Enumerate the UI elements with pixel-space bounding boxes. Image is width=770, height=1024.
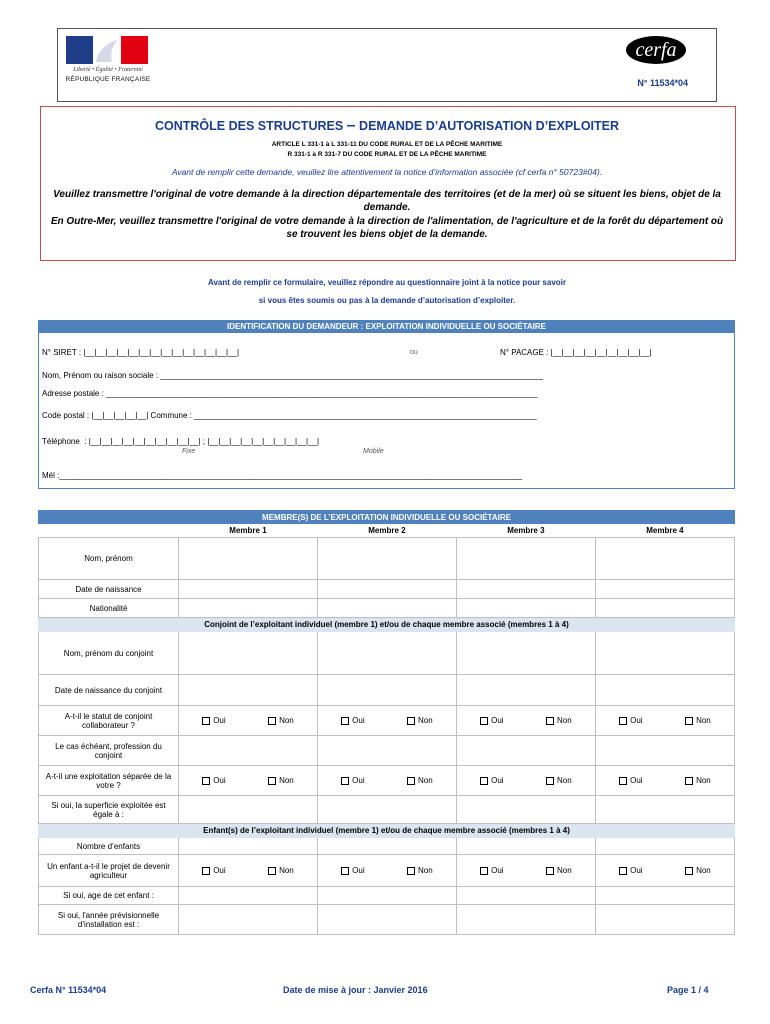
- input-cell[interactable]: [179, 736, 318, 766]
- republic-motto: Liberté • Égalité • Fraternité: [73, 67, 143, 73]
- non-checkbox[interactable]: Non: [685, 866, 711, 875]
- row-label-collaborator: A-t-il le statut de conjoint collaborateur ?: [39, 706, 179, 736]
- title-left: CONTRÔLE DES STRUCTURES: [154, 119, 344, 133]
- oui-checkbox[interactable]: Oui: [341, 776, 364, 785]
- input-cell[interactable]: [317, 796, 456, 824]
- input-cell[interactable]: [317, 675, 456, 706]
- input-cell[interactable]: [317, 538, 456, 580]
- form-number: N° 11534*04: [637, 78, 688, 88]
- row-label-profession: Le cas échéant, profession du conjoint: [39, 736, 179, 766]
- input-cell[interactable]: [456, 599, 595, 618]
- email-field[interactable]: Mél :________________________________________________________________________________________________________: [42, 471, 523, 480]
- non-checkbox[interactable]: Non: [268, 716, 294, 725]
- oui-checkbox[interactable]: Oui: [480, 866, 503, 875]
- input-cell[interactable]: [317, 887, 456, 905]
- spouse-header: Conjoint de l’exploitant individuel (membre 1) et/ou de chaque membre associé (membres 1 à 4): [39, 618, 735, 632]
- or-label: ou: [410, 349, 418, 356]
- non-checkbox[interactable]: Non: [268, 776, 294, 785]
- identification-section: [38, 320, 735, 489]
- input-cell[interactable]: [456, 838, 595, 855]
- input-cell[interactable]: [595, 580, 734, 599]
- input-cell[interactable]: [595, 796, 734, 824]
- instruction-1: Veuillez transmettre l'original de votre demande à la direction départementale des territoires (et de la mer) où se situent les biens, objet de la demande.: [53, 189, 721, 213]
- oui-checkbox[interactable]: Oui: [202, 716, 225, 725]
- oui-checkbox[interactable]: Oui: [202, 776, 225, 785]
- postal-code-field[interactable]: Code postal : |__|__|__|__|__| Commune : _____________________________________________________________________________: [42, 411, 537, 420]
- page-title: [40, 117, 734, 135]
- row-label-child-project: Un enfant a-t-il le projet de devenir agriculteur: [39, 855, 179, 887]
- row-label-spouse-name: Nom, prénom du conjoint: [39, 632, 179, 675]
- non-checkbox[interactable]: Non: [546, 716, 572, 725]
- non-checkbox[interactable]: Non: [546, 776, 572, 785]
- column-member-2: Membre 2: [368, 526, 406, 535]
- republic-logo: [59, 31, 155, 95]
- preface-line-2: si vous êtes soumis ou pas à la demande d’autorisation d’exploiter.: [258, 296, 516, 305]
- phone-field[interactable]: Téléphone : |__|__|__|__|__|__|__|__|__|__| ; |__|__|__|__|__|__|__|__|__|__|: [42, 437, 320, 446]
- footer-page: Page 1 / 4: [667, 985, 709, 995]
- input-cell[interactable]: [317, 580, 456, 599]
- row-label-spouse-birth: Date de naissance du conjoint: [39, 675, 179, 706]
- non-checkbox[interactable]: Non: [546, 866, 572, 875]
- oui-checkbox[interactable]: Oui: [619, 716, 642, 725]
- input-cell[interactable]: [595, 599, 734, 618]
- republic-name: RÉPUBLIQUE FRANÇAISE: [65, 76, 151, 83]
- input-cell[interactable]: [456, 887, 595, 905]
- children-header: Enfant(s) de l’exploitant individuel (membre 1) et/ou de chaque membre associé (membres 1 à 4): [39, 824, 735, 838]
- input-cell[interactable]: [456, 675, 595, 706]
- row-label-separate: A-t-il une exploitation séparée de la votre ?: [39, 766, 179, 796]
- members-table: [38, 510, 735, 935]
- title-right: DEMANDE D’AUTORISATION D’EXPLOITER: [359, 119, 620, 133]
- input-cell[interactable]: [179, 838, 318, 855]
- input-cell[interactable]: [595, 736, 734, 766]
- non-checkbox[interactable]: Non: [685, 776, 711, 785]
- row-label-child-age: Si oui, age de cet enfant :: [39, 887, 179, 905]
- instruction-2: En Outre-Mer, veuillez transmettre l'original de votre demande à la direction de l'alimentation, de l'agriculture et de la forêt du département où se trouvent les biens objet de la demande.: [50, 216, 724, 240]
- cerfa-logo: cerfa: [626, 36, 686, 64]
- input-cell[interactable]: [179, 796, 318, 824]
- row-label-install-year: Si oui, l'année prévisionnelle d’installation est :: [39, 905, 179, 935]
- members-header: MEMBRE(S) DE L’EXPLOITATION INDIVIDUELLE OU SOCIÉTAIRE: [39, 511, 735, 524]
- siret-field[interactable]: N° SIRET : |__|__|__|__|__|__|__|__|__|__|__|__|__|__|: [42, 348, 240, 357]
- row-label-name: Nom, prénom: [39, 538, 179, 580]
- column-member-4: Membre 4: [646, 526, 684, 535]
- input-cell[interactable]: [179, 580, 318, 599]
- input-cell[interactable]: [595, 632, 734, 675]
- oui-checkbox[interactable]: Oui: [341, 716, 364, 725]
- pacage-field[interactable]: N° PACAGE : |__|__|__|__|__|__|__|__|__|: [500, 348, 652, 357]
- name-field[interactable]: Nom, Prénom ou raison sociale : ______________________________________________________________________________________: [42, 371, 543, 380]
- non-checkbox[interactable]: Non: [407, 716, 433, 725]
- article-line-1: ARTICLE L 331-1 à L 331-11 DU CODE RURAL ET DE LA PÊCHE MARITIME: [271, 141, 503, 148]
- row-label-nationality: Nationalité: [39, 599, 179, 618]
- non-checkbox[interactable]: Non: [268, 866, 294, 875]
- row-label-birth: Date de naissance: [39, 580, 179, 599]
- input-cell[interactable]: [595, 838, 734, 855]
- input-cell[interactable]: [595, 905, 734, 935]
- input-cell[interactable]: [179, 887, 318, 905]
- input-cell[interactable]: [456, 905, 595, 935]
- header-frame: [57, 28, 717, 102]
- footer-date: Date de mise à jour : Janvier 2016: [283, 985, 428, 995]
- input-cell[interactable]: [317, 599, 456, 618]
- oui-checkbox[interactable]: Oui: [619, 866, 642, 875]
- input-cell[interactable]: [179, 632, 318, 675]
- oui-checkbox[interactable]: Oui: [619, 776, 642, 785]
- preface-line-1: Avant de remplir ce formulaire, veuillez répondre au questionnaire joint à la notice pour savoir: [207, 278, 566, 287]
- oui-checkbox[interactable]: Oui: [480, 716, 503, 725]
- non-checkbox[interactable]: Non: [407, 776, 433, 785]
- input-cell[interactable]: [317, 632, 456, 675]
- input-cell[interactable]: [179, 905, 318, 935]
- oui-checkbox[interactable]: Oui: [480, 776, 503, 785]
- row-label-children-count: Nombre d’enfants: [39, 838, 179, 855]
- input-cell[interactable]: [456, 796, 595, 824]
- notice-note: Avant de remplir cette demande, veuillez lire attentivement la notice d’information associée (cf cerfa n° 50723#04).: [171, 167, 603, 177]
- input-cell[interactable]: [456, 538, 595, 580]
- input-cell[interactable]: [317, 838, 456, 855]
- address-field[interactable]: Adresse postale : _________________________________________________________________________________________________: [42, 389, 538, 398]
- non-checkbox[interactable]: Non: [407, 866, 433, 875]
- input-cell[interactable]: [179, 599, 318, 618]
- input-cell[interactable]: [179, 538, 318, 580]
- input-cell[interactable]: [179, 675, 318, 706]
- non-checkbox[interactable]: Non: [685, 716, 711, 725]
- input-cell[interactable]: [317, 905, 456, 935]
- row-label-surface: Si oui, la superficie exploitée est égale à :: [39, 796, 179, 824]
- identification-header: IDENTIFICATION DU DEMANDEUR : EXPLOITATION INDIVIDUELLE OU SOCIÉTAIRE: [38, 320, 735, 333]
- oui-checkbox[interactable]: Oui: [202, 866, 225, 875]
- footer-cerfa: Cerfa N° 11534*04: [30, 985, 107, 995]
- oui-checkbox[interactable]: Oui: [341, 866, 364, 875]
- input-cell[interactable]: [317, 736, 456, 766]
- input-cell[interactable]: [456, 632, 595, 675]
- input-cell[interactable]: [456, 736, 595, 766]
- input-cell[interactable]: [595, 675, 734, 706]
- article-line-2: R 331-1 à R 331-7 DU CODE RURAL ET DE LA PÊCHE MARITIME: [287, 151, 487, 158]
- column-member-1: Membre 1: [179, 524, 318, 538]
- column-member-3: Membre 3: [507, 526, 545, 535]
- landline-label: Fixe: [182, 448, 196, 455]
- input-cell[interactable]: [595, 887, 734, 905]
- input-cell[interactable]: [456, 580, 595, 599]
- input-cell[interactable]: [595, 538, 734, 580]
- title-dash: –: [346, 117, 356, 134]
- mobile-label: Mobile: [363, 448, 384, 455]
